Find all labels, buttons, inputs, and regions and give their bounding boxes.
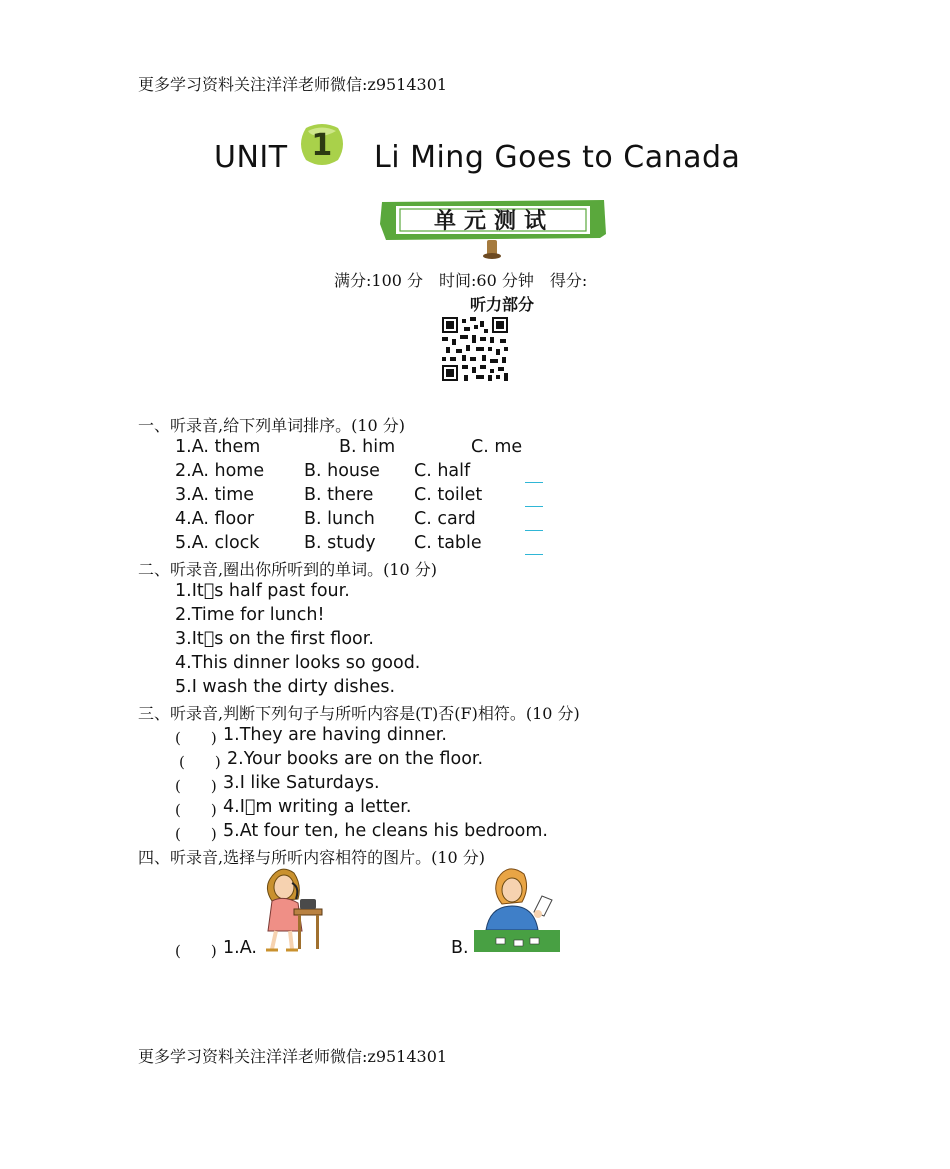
unit-word: UNIT — [214, 140, 288, 175]
section1-heading: 一、听录音,给下列单词排序。(10 分) — [138, 416, 406, 435]
unit-number: 1 — [311, 128, 333, 163]
answer-blank[interactable] — [525, 554, 543, 555]
section2-heading: 二、听录音,圈出你所听到的单词。(10 分) — [138, 560, 438, 579]
s1-row3-c: C. toilet — [414, 485, 483, 505]
s3-item5: 5.At four ten, he cleans his bedroom. — [223, 821, 548, 841]
listening-part-heading: 听力部分 — [470, 295, 535, 314]
s3-bracket4[interactable]: ( ) — [175, 801, 217, 819]
woman-playing-cards-picture[interactable] — [472, 866, 562, 954]
s1-row4-c: C. card — [414, 509, 476, 529]
s3-item1: 1.They are having dinner. — [223, 725, 447, 745]
s3-bracket2[interactable]: ( ) — [179, 753, 221, 771]
s3-item2: 2.Your books are on the floor. — [227, 749, 484, 769]
s1-row1-c: C. me — [471, 437, 523, 457]
s1-row5-c: C. table — [414, 533, 482, 553]
s4-option-a-label: 1.A. — [223, 938, 257, 958]
s3-item3: 3.I like Saturdays. — [223, 773, 380, 793]
s2-item2: 2.Time for lunch! — [175, 605, 325, 625]
unit-name: Li Ming Goes to Canada — [374, 140, 741, 175]
s3-bracket3[interactable]: ( ) — [175, 777, 217, 795]
s4-option-b-label: B. — [451, 938, 469, 958]
s4-bracket1[interactable]: ( ) — [175, 942, 217, 960]
unit-test-banner — [378, 194, 608, 260]
s2-item4: 4.This dinner looks so good. — [175, 653, 421, 673]
qr-code — [442, 317, 508, 381]
s1-row2-c: C. half — [414, 461, 471, 481]
s2-item1: 1.It s half past four. — [175, 581, 350, 601]
banner-text: 单元测试 — [433, 209, 555, 234]
s1-row2-b: B. house — [304, 461, 380, 481]
s3-bracket5[interactable]: ( ) — [175, 825, 217, 843]
score-line: 满分:100 分 时间:60 分钟 得分: — [334, 271, 588, 290]
section4-heading: 四、听录音,选择与所听内容相符的图片。(10 分) — [138, 848, 486, 867]
girl-on-phone-picture[interactable] — [258, 865, 330, 955]
header-note: 更多学习资料关注洋洋老师微信:z9514301 — [138, 75, 448, 94]
answer-blank[interactable] — [525, 506, 543, 507]
s1-row4-b: B. lunch — [304, 509, 375, 529]
s1-row4-a: 4.A. floor — [175, 509, 255, 529]
answer-blank[interactable] — [525, 530, 543, 531]
s1-row3-a: 3.A. time — [175, 485, 255, 505]
s1-row1-b: B. him — [339, 437, 396, 457]
s1-row5-b: B. study — [304, 533, 376, 553]
s2-item5: 5.I wash the dirty dishes. — [175, 677, 396, 697]
s2-item3: 3.It s on the first floor. — [175, 629, 374, 649]
s1-row1-a: 1.A. them — [175, 437, 261, 457]
s1-row2-a: 2.A. home — [175, 461, 265, 481]
s1-row5-a: 5.A. clock — [175, 533, 260, 553]
s3-item4: 4.I m writing a letter. — [223, 797, 412, 817]
s1-row3-b: B. there — [304, 485, 374, 505]
s3-bracket1[interactable]: ( ) — [175, 729, 217, 747]
answer-blank[interactable] — [525, 482, 543, 483]
section3-heading: 三、听录音,判断下列句子与所听内容是(T)否(F)相符。(10 分) — [138, 704, 580, 723]
unit-number-badge — [298, 122, 346, 168]
footer-note: 更多学习资料关注洋洋老师微信:z9514301 — [138, 1047, 448, 1066]
